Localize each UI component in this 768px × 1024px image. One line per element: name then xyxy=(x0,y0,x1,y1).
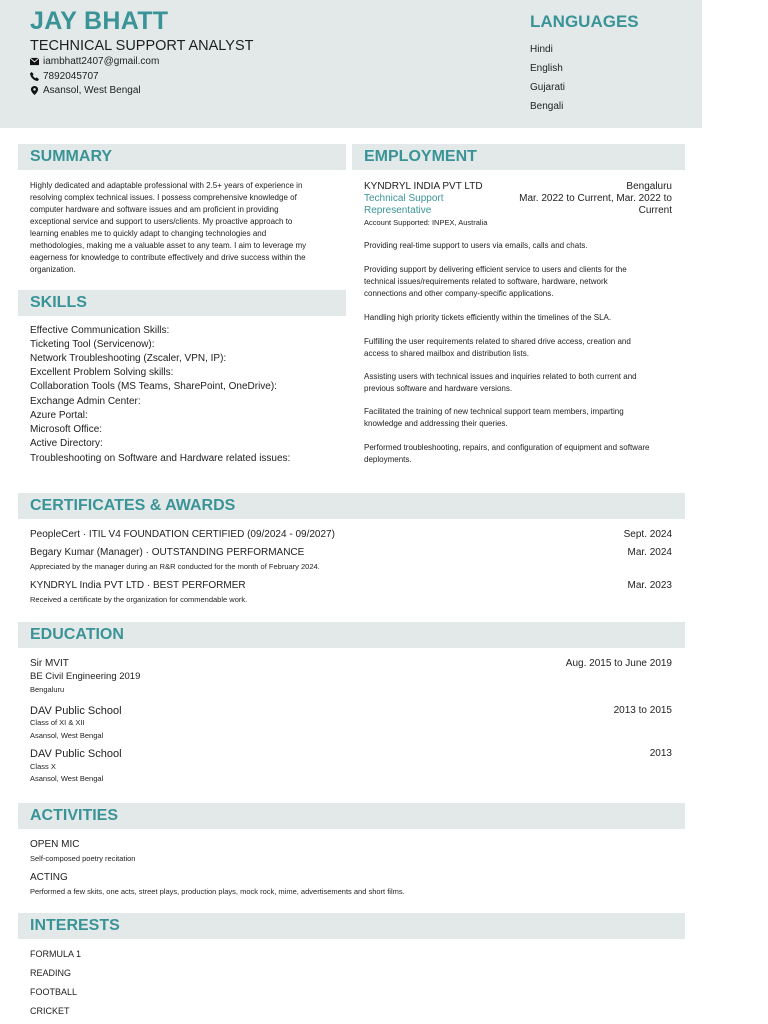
skill-item: Active Directory: xyxy=(30,438,103,449)
employment-heading: EMPLOYMENT xyxy=(364,148,477,165)
employer-location: Bengaluru xyxy=(626,181,672,192)
skill-item: Microsoft Office: xyxy=(30,424,103,435)
interest-item: FORMULA 1 xyxy=(30,949,82,959)
location-pin-icon xyxy=(30,86,39,95)
job-title: TECHNICAL SUPPORT ANALYST xyxy=(30,38,254,54)
employment-bullet xyxy=(364,336,684,360)
certificate-date: Mar. 2024 xyxy=(627,547,672,558)
skill-item: Exchange Admin Center: xyxy=(30,396,141,407)
bullet-line: Handling high priority tickets efficiently within the timelines of the SLA. xyxy=(364,313,612,322)
interests-section-bar xyxy=(18,913,685,939)
skill-item: Excellent Problem Solving skills: xyxy=(30,367,174,378)
certificates-section-bar xyxy=(18,493,685,519)
summary-line: eagerness for knowledge to contribute effectively and drive success within the xyxy=(30,253,306,262)
summary-heading: SUMMARY xyxy=(30,148,113,165)
school-name: DAV Public School xyxy=(30,748,122,760)
certificate-date: Sept. 2024 xyxy=(623,529,672,540)
summary-line: resolving complex technical issues. I possess comprehensive knowledge of xyxy=(30,193,297,202)
skill-item: Ticketing Tool (Servicenow): xyxy=(30,339,155,350)
education-date: 2013 xyxy=(649,748,672,759)
employment-bullet xyxy=(364,240,684,252)
education-section-bar xyxy=(18,622,685,648)
certificate-title: KYNDRYL India PVT LTD · BEST PERFORMER xyxy=(30,580,246,591)
language-item: English xyxy=(530,63,563,74)
contact-email[interactable] xyxy=(30,56,159,67)
employment-section-bar xyxy=(352,144,685,170)
summary-line: learning enables me to quickly adapt to changing technologies and xyxy=(30,229,267,238)
bullet-line: Providing support by delivering efficient service to users and clients for the xyxy=(364,265,627,274)
interest-item: CRICKET xyxy=(30,1006,70,1016)
employment-dates-line: Current xyxy=(638,205,672,216)
skill-item: Azure Portal: xyxy=(30,410,88,421)
certificate-description: Appreciated by the manager during an R&R conducted for the month of February 2024. xyxy=(30,562,320,571)
certificates-heading: CERTIFICATES & AWARDS xyxy=(30,497,236,514)
languages-heading: LANGUAGES xyxy=(530,12,639,31)
location-text: Asansol, West Bengal xyxy=(43,85,141,96)
email-text: iambhatt2407@gmail.com xyxy=(43,56,160,67)
skill-item: Collaboration Tools (MS Teams, SharePoint, OneDrive): xyxy=(30,381,277,392)
bullet-line: Providing real-time support to users via emails, calls and chats. xyxy=(364,241,588,250)
summary-line: Highly dedicated and adaptable professional with 2.5+ years of experience in xyxy=(30,181,303,190)
language-item: Bengali xyxy=(530,101,564,112)
education-location: Asansol, West Bengal xyxy=(30,731,104,740)
bullet-line: Fulfilling the user requirements related to shared drive access, creation and xyxy=(364,337,631,346)
certificate-title: Begary Kumar (Manager) · OUTSTANDING PERFORMANCE xyxy=(30,547,305,558)
skills-section-bar xyxy=(18,290,346,316)
bullet-line: access to shared mailbox and distribution lists. xyxy=(364,349,529,358)
interest-item: FOOTBALL xyxy=(30,987,78,997)
employment-bullet xyxy=(364,406,684,430)
bullet-line: Performed troubleshooting, repairs, and configuration of equipment and software xyxy=(364,443,650,452)
degree-text: BE Civil Engineering 2019 xyxy=(30,671,141,682)
employment-dates-line: Mar. 2022 to Current, Mar. 2022 to xyxy=(519,193,672,204)
language-item: Gujarati xyxy=(530,82,566,93)
summary-line: organization. xyxy=(30,265,76,274)
activity-description: Performed a few skits, one acts, street plays, production plays, mock rock, mime, advertisements and short films. xyxy=(30,887,405,896)
activity-title: OPEN MIC xyxy=(30,839,80,850)
phone-icon xyxy=(30,72,39,81)
bullet-line: Facilitated the training of new technical support team members, imparting xyxy=(364,407,624,416)
bullet-line: connections and other company-specific applications. xyxy=(364,289,554,298)
degree-text: Class of XI & XII xyxy=(30,718,85,727)
bullet-line: Assisting users with technical issues and inquiries related to both current and xyxy=(364,372,637,381)
skill-item: Effective Communication Skills: xyxy=(30,325,170,336)
activity-title: ACTING xyxy=(30,872,68,883)
employment-bullet xyxy=(364,371,684,395)
employment-bullet xyxy=(364,264,684,300)
activity-description: Self-composed poetry recitation xyxy=(30,854,136,863)
certificate-description: Received a certificate by the organization for commendable work. xyxy=(30,595,248,604)
activities-section-bar xyxy=(18,803,685,829)
education-date: 2013 to 2015 xyxy=(613,705,672,716)
activities-heading: ACTIVITIES xyxy=(30,807,119,824)
skills-heading: SKILLS xyxy=(30,294,87,311)
candidate-name: JAY BHATT xyxy=(30,7,169,35)
skill-item: Troubleshooting on Software and Hardware related issues: xyxy=(30,453,291,464)
contact-phone[interactable] xyxy=(30,71,99,82)
role-title-line: Representative xyxy=(364,205,432,216)
school-name: Sir MVIT xyxy=(30,658,69,669)
envelope-icon xyxy=(30,57,39,66)
summary-line: exceptional service and support to users/clients. My proactive approach to xyxy=(30,217,293,226)
summary-line: computer hardware and software issues and am proficient in providing xyxy=(30,205,279,214)
interests-heading: INTERESTS xyxy=(30,917,120,934)
bullet-line: previous software and hardware versions. xyxy=(364,384,513,393)
education-date: Aug. 2015 to June 2019 xyxy=(565,658,672,669)
bullet-line: deployments. xyxy=(364,455,412,464)
certificate-title: PeopleCert · ITIL V4 FOUNDATION CERTIFIED (09/2024 - 09/2027) xyxy=(30,529,335,540)
account-supported: Account Supported: INPEX, Australia xyxy=(364,218,488,227)
school-name: DAV Public School xyxy=(30,705,122,717)
education-heading: EDUCATION xyxy=(30,626,124,643)
degree-text: Class X xyxy=(30,762,56,771)
education-location: Asansol, West Bengal xyxy=(30,774,104,783)
bullet-line: knowledge and addressing their queries. xyxy=(364,419,508,428)
phone-text: 7892045707 xyxy=(43,71,99,82)
education-location: Bengaluru xyxy=(30,685,65,694)
contact-location xyxy=(30,85,141,96)
summary-line: methodologies, making me a valuable asset to any team. I aim to leverage my xyxy=(30,241,307,250)
role-title-line: Technical Support xyxy=(364,193,444,204)
language-item: Hindi xyxy=(530,44,553,55)
certificate-date: Mar. 2023 xyxy=(627,580,672,591)
summary-section-bar xyxy=(18,144,346,170)
skill-item: Network Troubleshooting (Zscaler, VPN, IP): xyxy=(30,353,227,364)
employment-bullet xyxy=(364,312,684,324)
summary-paragraph xyxy=(30,180,340,276)
bullet-line: technical issues/requirements related to software, hardware, network xyxy=(364,277,608,286)
employment-bullet xyxy=(364,442,684,466)
employer-name: KYNDRYL INDIA PVT LTD xyxy=(364,181,483,192)
interest-item: READING xyxy=(30,968,72,978)
